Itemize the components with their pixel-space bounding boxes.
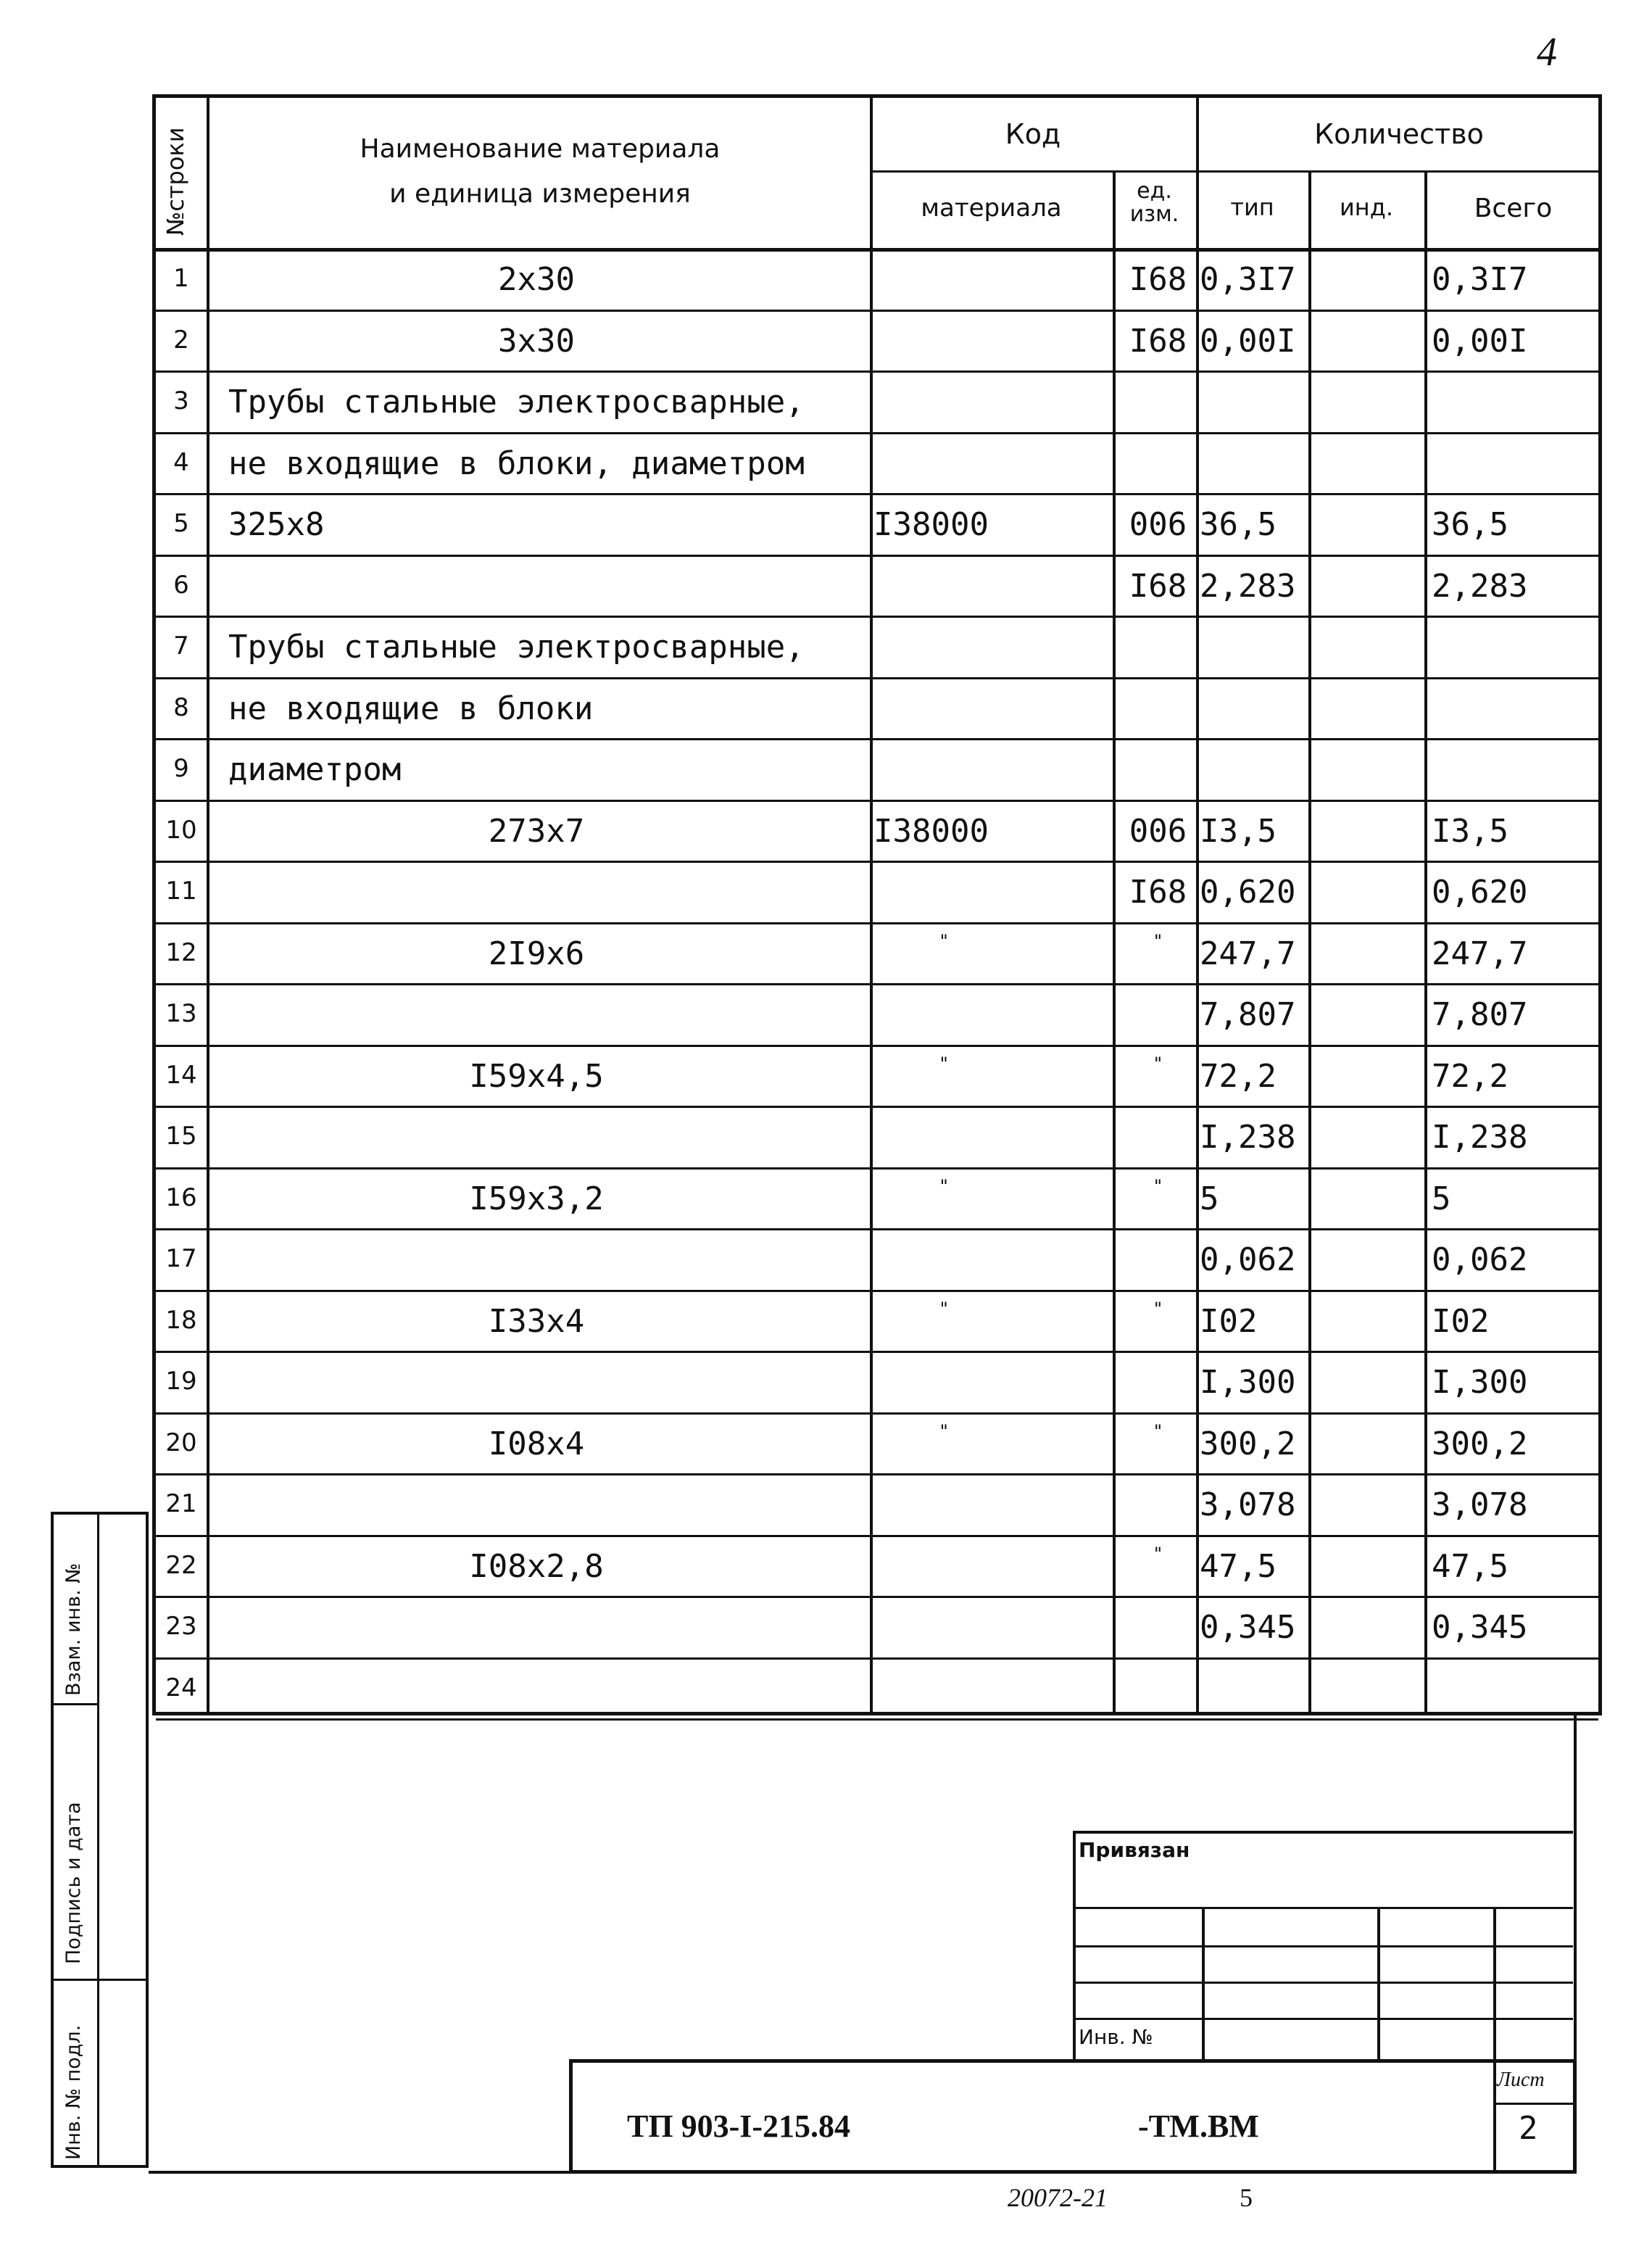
header-row-number: №строки (162, 127, 189, 236)
material-name: не входящие в блоки, диаметром (228, 444, 805, 482)
row-number: 22 (165, 1550, 197, 1580)
stamp-line (1073, 2018, 1573, 2020)
quantity-total: 3,078 (1432, 1486, 1528, 1523)
row-number: 12 (165, 937, 197, 967)
row-number: 11 (165, 877, 197, 906)
header-ind: инд. (1339, 194, 1393, 221)
header-name-line2: и единица измерения (389, 179, 691, 209)
material-code: I38000 (873, 506, 989, 543)
quantity-total: I02 (1432, 1302, 1490, 1340)
row-number: 15 (165, 1122, 197, 1151)
table-row (156, 1412, 1598, 1474)
quantity-total: 0,062 (1432, 1241, 1528, 1278)
stamp-linked: Привязан (1079, 1838, 1190, 1862)
table-row (156, 1228, 1598, 1290)
quantity-typ: 5 (1200, 1180, 1219, 1217)
quantity-total: 2,283 (1432, 567, 1528, 605)
sheet-number: 2 (1519, 2110, 1538, 2147)
footer-page: 5 (1240, 2183, 1253, 2212)
table-row (156, 248, 1598, 310)
row-number: 6 (173, 570, 189, 600)
quantity-typ: 3,078 (1200, 1486, 1296, 1523)
quantity-typ: 36,5 (1200, 506, 1277, 543)
row-number: 24 (165, 1673, 197, 1702)
quantity-typ: 0,620 (1200, 874, 1296, 911)
table-row (156, 555, 1598, 616)
table-row (156, 1351, 1598, 1412)
row-number: 9 (173, 754, 189, 783)
quantity-total: I,300 (1432, 1364, 1528, 1401)
row-number: 10 (165, 815, 197, 845)
material-code: I38000 (873, 812, 989, 850)
table-row (156, 983, 1598, 1045)
title-block (569, 2059, 1577, 2174)
table-row (156, 310, 1598, 371)
stamp-col (1377, 1907, 1380, 2059)
quantity-total: 0,3I7 (1432, 261, 1528, 298)
quantity-typ: I,300 (1200, 1364, 1296, 1401)
table-row (156, 800, 1598, 861)
header-unit (1113, 180, 1196, 226)
table-row (156, 1657, 1598, 1719)
quantity-total: 300,2 (1432, 1425, 1528, 1462)
row-number: 13 (165, 999, 197, 1028)
quantity-typ: 7,807 (1200, 996, 1296, 1033)
table-row (156, 1167, 1598, 1229)
table-row (156, 1473, 1598, 1535)
page-number: 4 (1537, 30, 1557, 75)
stamp-line (1073, 1982, 1573, 1984)
material-code: " (939, 1175, 950, 1196)
material-name: 3x30 (498, 322, 575, 360)
table-row (156, 616, 1598, 677)
quantity-typ: 0,00I (1200, 322, 1296, 360)
header-name-line1: Наименование материала (360, 134, 721, 164)
margin-replaced-inv: Взам. инв. № (62, 1562, 85, 1696)
stamp-col (1493, 1907, 1496, 2059)
table-row (156, 1596, 1598, 1657)
row-number: 8 (173, 692, 189, 722)
quantity-total: 0,345 (1432, 1609, 1528, 1646)
margin-divider (54, 1703, 97, 1705)
row-number: 2 (173, 325, 189, 355)
unit-code: 006 (1129, 812, 1187, 850)
material-name: I08x2,8 (469, 1547, 604, 1585)
row-number: 7 (173, 632, 189, 661)
header-material: материала (921, 194, 1062, 223)
unit-code: 006 (1129, 506, 1187, 543)
material-name: Трубы стальные электросварные, (228, 629, 805, 666)
row-number: 16 (165, 1183, 197, 1212)
material-name: I33x4 (488, 1302, 585, 1340)
header-unit-line2: изм. (1129, 202, 1179, 227)
unit-code: " (1153, 930, 1163, 951)
unit-code: I68 (1129, 261, 1187, 298)
header-divider (870, 170, 1602, 173)
quantity-total: 5 (1432, 1180, 1451, 1217)
quantity-typ: I02 (1200, 1302, 1258, 1340)
table-row (156, 432, 1598, 494)
stamp-line (1073, 1907, 1573, 1909)
header-typ: тип (1230, 194, 1274, 221)
row-number: 21 (165, 1489, 197, 1518)
row-number: 23 (165, 1612, 197, 1641)
quantity-typ: 72,2 (1200, 1057, 1277, 1095)
quantity-typ: 300,2 (1200, 1425, 1296, 1462)
material-name: 2x30 (498, 261, 575, 298)
materials-table (152, 94, 1602, 1715)
unit-code: I68 (1129, 322, 1187, 360)
row-number: 14 (165, 1060, 197, 1090)
table-row (156, 861, 1598, 922)
stamp-inv-no: Инв. № (1079, 2025, 1153, 2049)
sheet-label: Лист (1497, 2069, 1545, 2091)
table-row (156, 1535, 1598, 1597)
material-name: диаметром (228, 751, 402, 788)
table-row (156, 1045, 1598, 1106)
quantity-typ: I3,5 (1200, 812, 1277, 850)
quantity-total: I,238 (1432, 1119, 1528, 1156)
material-name: I08x4 (488, 1425, 585, 1462)
material-name: 273x7 (488, 812, 585, 850)
row-number: 18 (165, 1305, 197, 1335)
quantity-typ: 0,345 (1200, 1609, 1296, 1646)
material-name: 325x8 (228, 506, 325, 543)
unit-code: " (1153, 1053, 1163, 1074)
header-total: Всего (1474, 194, 1553, 223)
material-code: " (939, 1053, 950, 1074)
material-code: " (939, 1298, 950, 1319)
row-number: 1 (173, 264, 189, 293)
unit-code: " (1153, 1175, 1163, 1196)
stamp-col (1202, 1907, 1205, 2059)
material-name: 2I9x6 (488, 935, 585, 972)
quantity-total: 0,00I (1432, 322, 1528, 360)
table-row (156, 370, 1598, 432)
row-number: 20 (165, 1428, 197, 1457)
quantity-typ: 247,7 (1200, 935, 1296, 972)
quantity-typ: 47,5 (1200, 1547, 1277, 1585)
row-number: 5 (173, 509, 189, 538)
quantity-typ: 0,3I7 (1200, 261, 1296, 298)
header-code: Код (1005, 118, 1061, 150)
margin-divider (97, 1515, 99, 2165)
quantity-typ: I,238 (1200, 1119, 1296, 1156)
material-code: " (939, 930, 950, 951)
material-code: " (939, 1420, 950, 1441)
quantity-total: 47,5 (1432, 1547, 1508, 1585)
table-row (156, 1106, 1598, 1167)
document-suffix: -ТМ.ВМ (1138, 2108, 1259, 2144)
stamp-line (1073, 1945, 1573, 1947)
quantity-total: 7,807 (1432, 996, 1528, 1033)
margin-inv-orig: Инв. № подл. (62, 2024, 85, 2160)
document-code: ТП 903-I-215.84 (627, 2108, 850, 2144)
header-quantity: Количество (1314, 118, 1484, 150)
quantity-typ: 0,062 (1200, 1241, 1296, 1278)
material-name: I59x4,5 (469, 1057, 604, 1095)
row-number: 3 (173, 386, 189, 415)
table-row (156, 493, 1598, 555)
table-row (156, 738, 1598, 800)
row-number: 17 (165, 1244, 197, 1273)
unit-code: " (1153, 1543, 1163, 1564)
material-name: Трубы стальные электросварные, (228, 384, 805, 421)
material-name: I59x3,2 (469, 1180, 604, 1217)
quantity-total: 247,7 (1432, 935, 1528, 972)
approval-stamp (1073, 1831, 1573, 2063)
quantity-typ: 2,283 (1200, 567, 1296, 605)
title-divider (1493, 2103, 1577, 2105)
quantity-total: I3,5 (1432, 812, 1508, 850)
quantity-total: 72,2 (1432, 1057, 1508, 1095)
table-row (156, 677, 1598, 739)
margin-divider (54, 1979, 146, 1981)
table-row (156, 922, 1598, 984)
unit-code: I68 (1129, 874, 1187, 911)
material-name: не входящие в блоки (228, 690, 594, 727)
margin-strip (51, 1512, 149, 2168)
row-number: 19 (165, 1367, 197, 1396)
row-number: 4 (173, 447, 189, 477)
unit-code: " (1153, 1420, 1163, 1441)
margin-sign-date: Подпись и дата (62, 1802, 85, 1964)
unit-code: " (1153, 1298, 1163, 1319)
title-divider (1493, 2063, 1496, 2170)
quantity-total: 36,5 (1432, 506, 1508, 543)
unit-code: I68 (1129, 567, 1187, 605)
quantity-total: 0,620 (1432, 874, 1528, 911)
table-row (156, 1290, 1598, 1351)
order-number: 20072-21 (1008, 2183, 1108, 2212)
header-unit-line1: ед. (1137, 178, 1172, 204)
